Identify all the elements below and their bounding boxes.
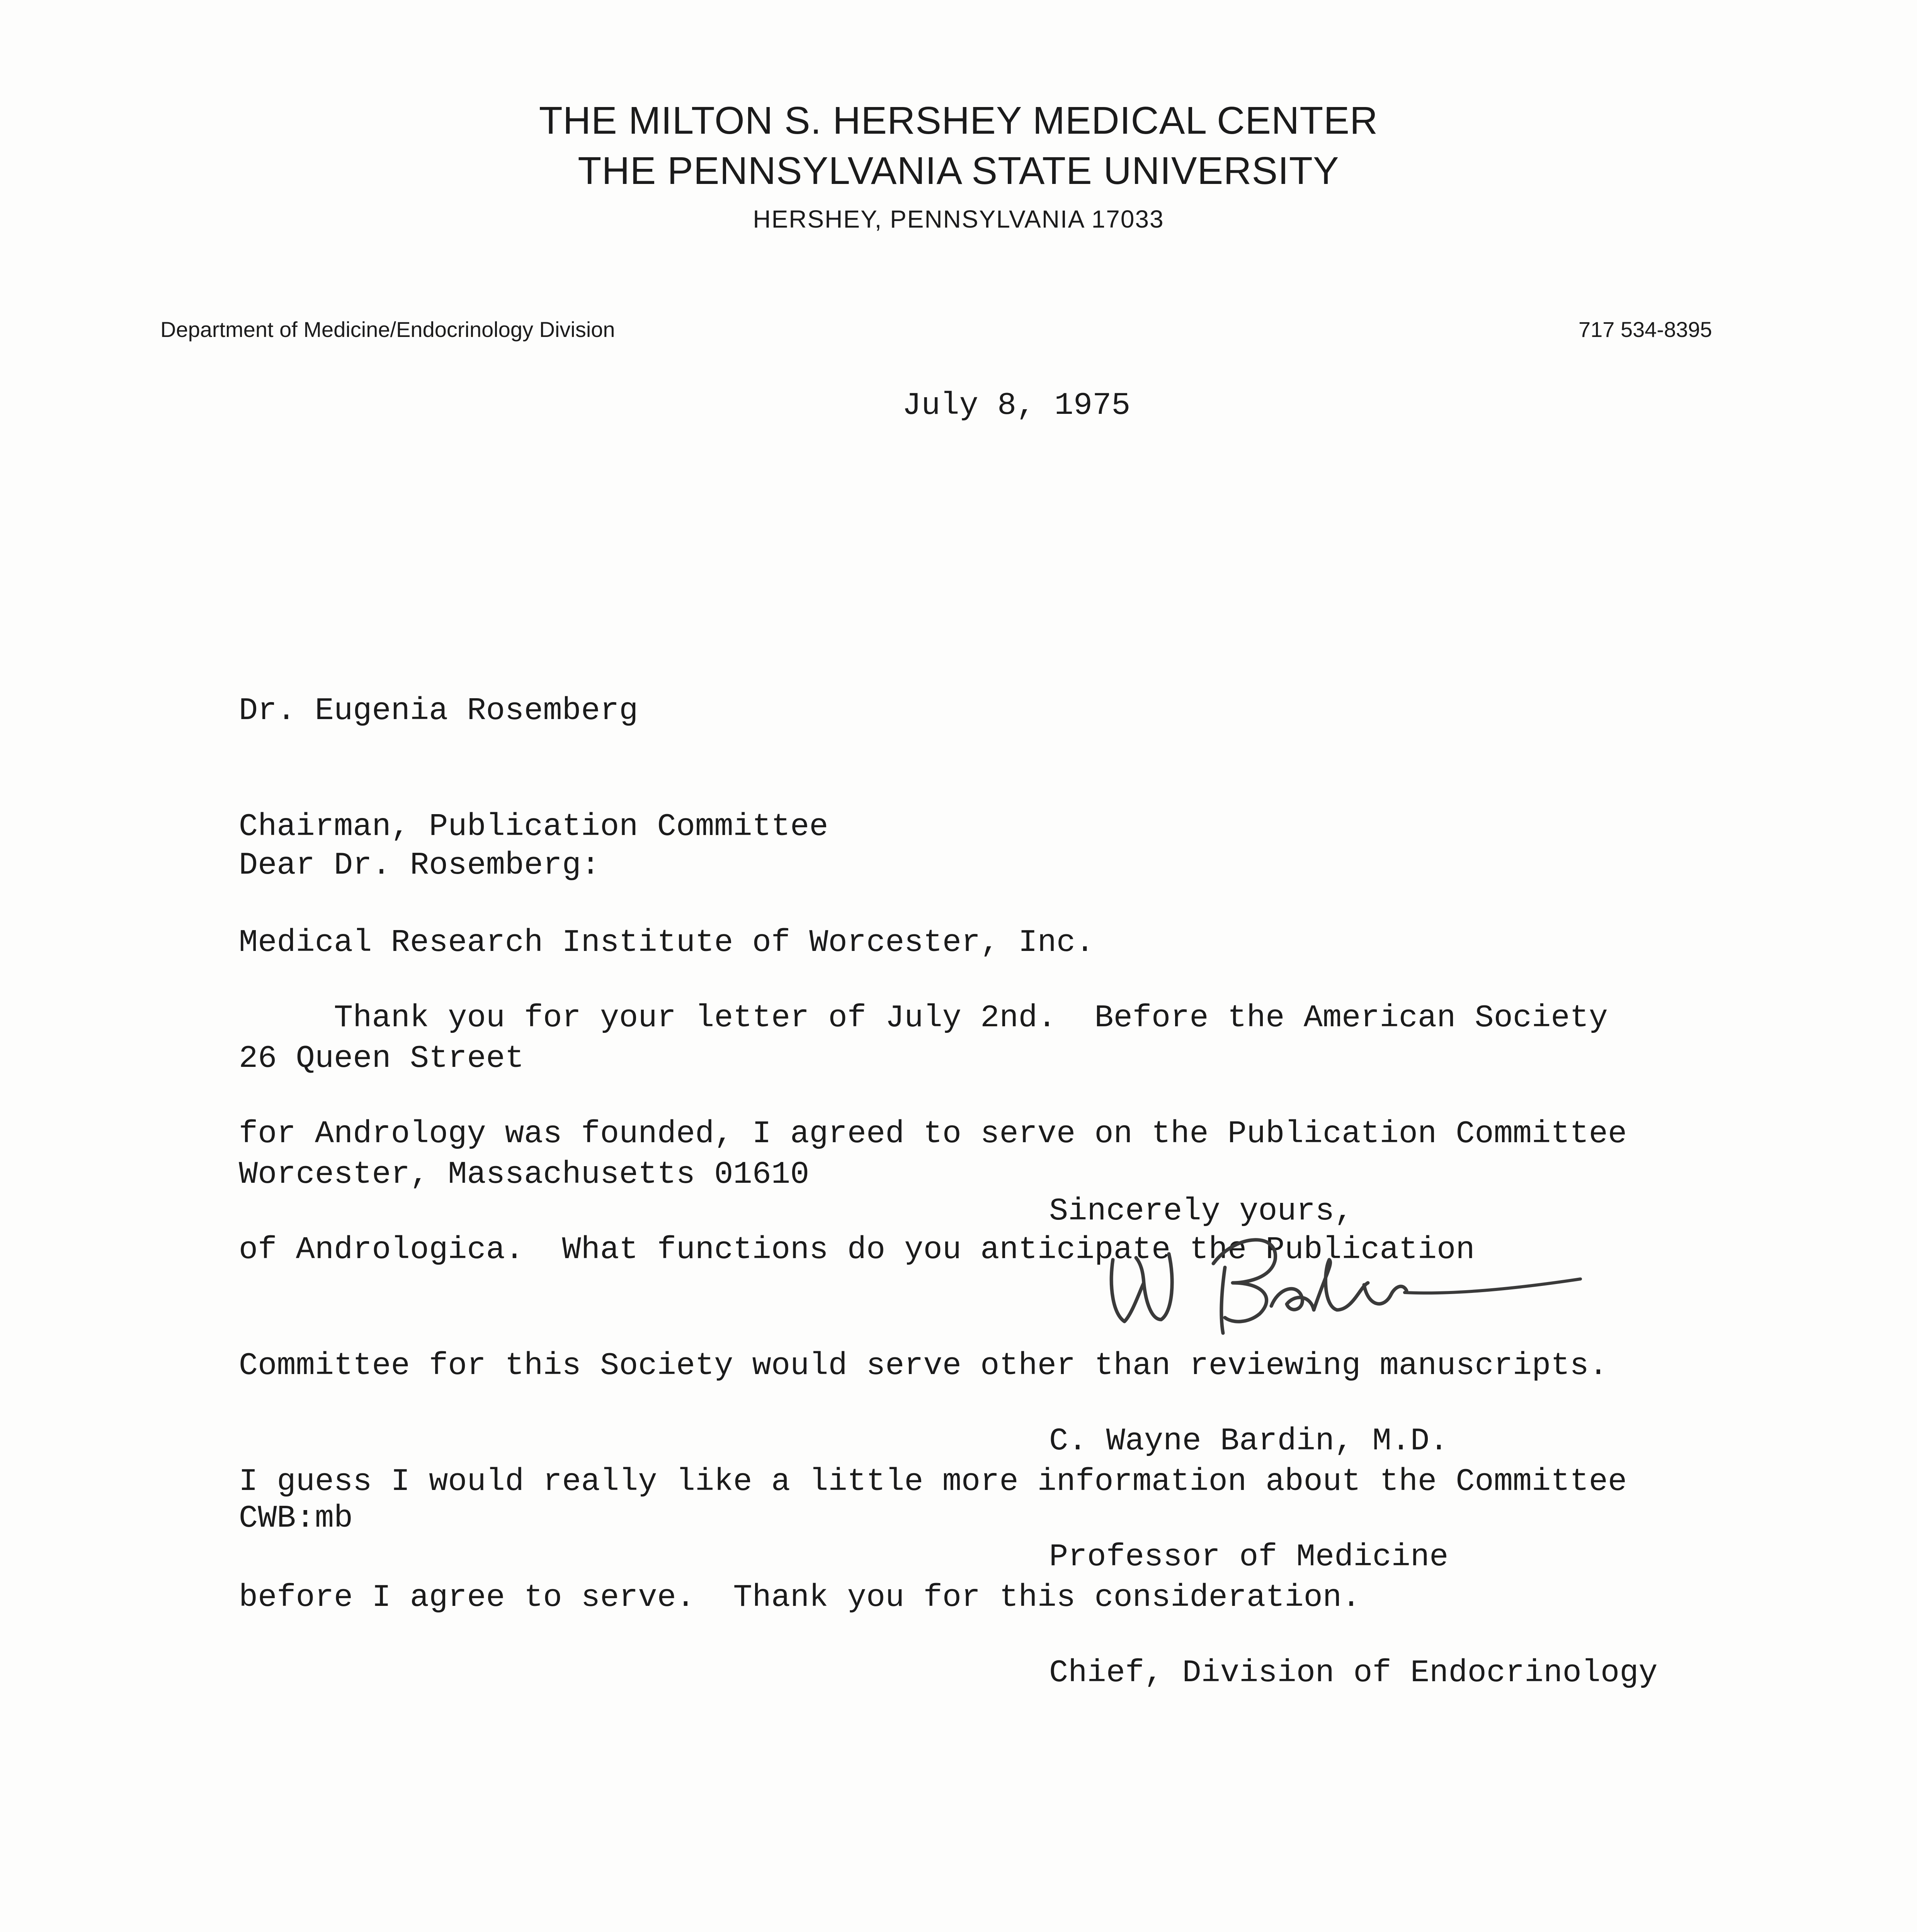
recipient-city: Worcester, Massachusetts 01610 (239, 1156, 810, 1192)
recipient-street: 26 Queen Street (239, 1041, 524, 1077)
body-line: before I agree to serve. Thank you for this consideration. (239, 1580, 1361, 1616)
letterhead-address: HERSHEY, PENNSYLVANIA 17033 (753, 205, 1164, 233)
signature-icon (1097, 1217, 1600, 1345)
body-line: of Andrologica. What functions do you anticipate the Publication (239, 1232, 1475, 1268)
body-line: Thank you for your letter of July 2nd. Before the American Society (239, 1000, 1608, 1036)
letter-date: July 8, 1975 (902, 388, 1131, 423)
recipient-name: Dr. Eugenia Rosemberg (239, 693, 638, 729)
letterhead-institution: THE MILTON S. HERSHEY MEDICAL CENTER (539, 99, 1378, 142)
salutation: Dear Dr. Rosemberg: (239, 847, 600, 883)
body-line: I guess I would really like a little more information about the Committee (239, 1464, 1627, 1500)
recipient-title: Chairman, Publication Committee (239, 809, 828, 845)
reference-initials: CWB:mb (239, 1500, 353, 1536)
closing: Sincerely yours, (1049, 1193, 1354, 1229)
phone-number: 717 534-8395 (1579, 317, 1712, 342)
signer-block (1049, 1345, 1658, 1770)
letterhead-university: THE PENNSYLVANIA STATE UNIVERSITY (578, 149, 1339, 192)
body-line: for Andrology was founded, I agreed to serve on the Publication Committee (239, 1116, 1627, 1152)
recipient-organization: Medical Research Institute of Worcester, Inc. (239, 925, 1095, 961)
signer-position: Chief, Division of Endocrinology (1049, 1655, 1658, 1691)
department-line: Department of Medicine/Endocrinology Division (160, 317, 615, 342)
body-line: Committee for this Society would serve other than reviewing manuscripts. (239, 1348, 1608, 1384)
signer-name: C. Wayne Bardin, M.D. (1049, 1423, 1449, 1459)
signer-title: Professor of Medicine (1049, 1539, 1449, 1575)
